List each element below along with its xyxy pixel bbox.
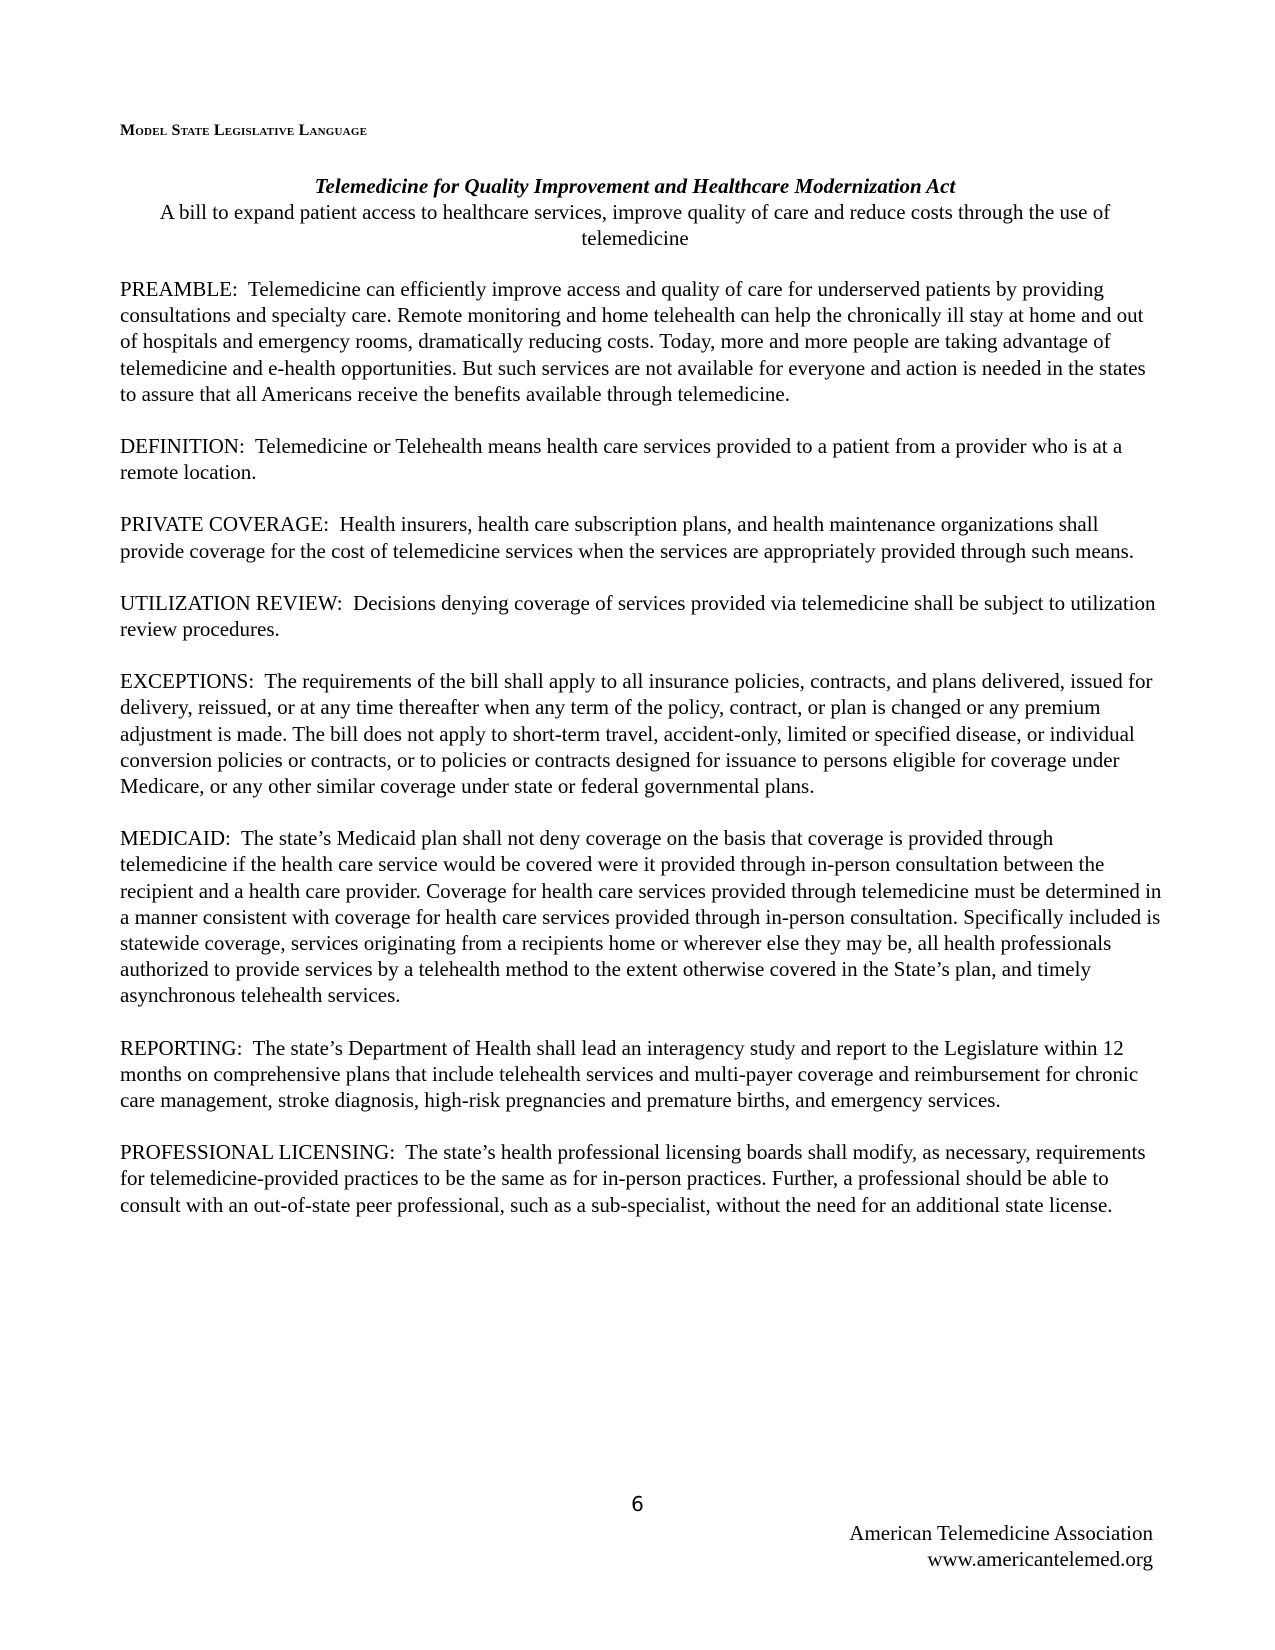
section-body: The state’s Medicaid plan shall not deny coverage on the basis that coverage is provided through telemedicine if the health care service would be covered were it provided through in-person consultation between the recipient and a health care provider. Coverage for health care services provided through telemedicine must be determined in a manner consistent with coverage for health care services provided through in-person consultation. Specifically included is statewide coverage, services originating from a recipients home or wherever else they may be, all health professionals authorized to provide services by a telehealth method to the extent otherwise covered in the State’s plan, and timely asynchronous telehealth services. [120,826,1162,1008]
section-label: MEDICAID: [120,826,231,851]
act-title: Telemedicine for Quality Improvement and Healthcare Modernization Act [314,174,956,198]
section-body: The requirements of the bill shall apply to all insurance policies, contracts, and plans delivered, issued for delivery, reissued, or at any time thereafter when any term of the policy, contract, or plan is changed or any premium adjustment is made. The bill does not apply to short-term travel, accident-only, limited or specified disease, or individual conversion policies or contracts, or to policies or contracts designed for issuance to persons eligible for coverage under Medicare, or any other similar coverage under state or federal governmental plans. [120,669,1153,799]
title-block [120,173,1150,251]
section-private-coverage [120,511,1162,563]
section-label: EXCEPTIONS: [120,669,255,694]
section-body: Health insurers, health care subscription plans, and health maintenance organizations shall provide coverage for the cost of telemedicine services when the services are appropriately provided through such means. [120,512,1135,563]
act-subtitle: A bill to expand patient access to healthcare services, improve quality of care and reduce costs through the use of telemedicine [159,200,1111,250]
section-medicaid [120,825,1162,1008]
section-reporting [120,1035,1162,1114]
footer-website: www.americantelemed.org [927,1547,1153,1571]
section-label: PROFESSIONAL LICENSING: [120,1140,396,1165]
footer [849,1520,1153,1572]
section-body: Telemedicine can efficiently improve access and quality of care for underserved patients by providing consultations and specialty care. Remote monitoring and home telehealth can help the chronically ill stay at home and out of hospitals and emergency rooms, dramatically reducing costs. Today, more and more people are taking advantage of telemedicine and e-health opportunities. But such services are not available for everyone and action is needed in the states to assure that all Americans receive the benefits available through telemedicine. [120,277,1146,406]
section-body: Decisions denying coverage of services provided via telemedicine shall be subject to utilization review procedures. [120,590,1156,642]
footer-organization: American Telemedicine Association [849,1521,1153,1545]
section-body: Telemedicine or Telehealth means health care services provided to a patient from a provider who is at a remote location. [120,434,1123,485]
section-body: The state’s Department of Health shall lead an interagency study and report to the Legislature within 12 months on comprehensive plans that include telehealth services and multi-payer coverage and reimbursement for chronic care management, stroke diagnosis, high-risk pregnancies and premature births, and emergency services. [120,1035,1139,1113]
section-label: DEFINITION: [120,434,245,459]
section-label: REPORTING: [120,1035,243,1060]
section-label: UTILIZATION REVIEW: [120,590,343,615]
section-professional-licensing [120,1139,1162,1218]
section-label: PRIVATE COVERAGE: [120,512,330,537]
section-exceptions [120,668,1162,799]
section-definition [120,433,1162,485]
section-utilization-review [120,590,1162,642]
sections-container [120,276,1162,1244]
section-preamble [120,276,1162,407]
document-heading: Model State Legislative Language [120,122,368,139]
page-number: 6 [631,1492,644,1516]
section-body: The state’s health professional licensing boards shall modify, as necessary, requirements for telemedicine-provided practices to be the same as for in-person practices. Further, a professional should be able to consult with an out-of-state peer professional, such as a sub-specialist, without the need for an additional state license. [120,1140,1146,1217]
section-label: PREAMBLE: [120,277,238,301]
